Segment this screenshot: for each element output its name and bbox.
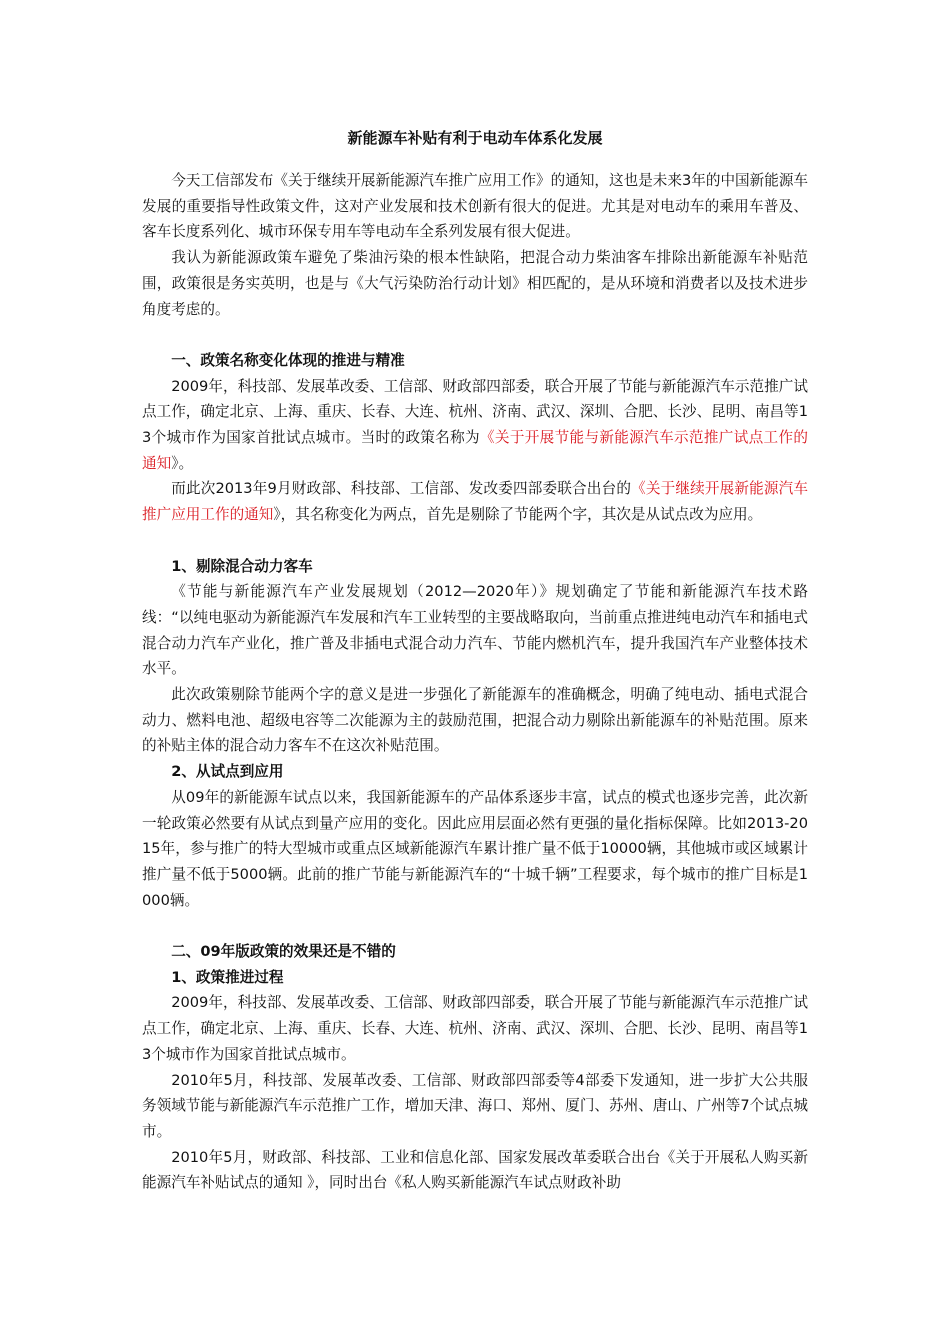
policy-link-2009[interactable]: 《关于开展节能与新能源汽车示范推广试点工作的通知 bbox=[142, 429, 808, 472]
section2-paragraph-1: 2009年，科技部、发展革改委、工信部、财政部四部委，联合开展了节能与新能源汽车示范推广试点工作，确定北京、上海、重庆、长春、大连、杭州、济南、武汉、深圳、合肥、长沙、昆明、南昌等13个城市作为国家首批试点城市。 bbox=[142, 994, 809, 1063]
section2-heading: 二、09年版政策的效果还是不错的 bbox=[171, 943, 396, 961]
blank-line bbox=[142, 913, 808, 939]
subsection2-heading: 2、从试点到应用 bbox=[171, 763, 284, 781]
subsection1-heading: 1、剔除混合动力客车 bbox=[171, 557, 313, 575]
section2-subheading: 1、政策推进过程 bbox=[171, 968, 284, 986]
section1-heading: 一、政策名称变化体现的推进与精准 bbox=[171, 351, 405, 369]
document-title: 新能源车补贴有利于电动车体系化发展 bbox=[347, 129, 603, 147]
section1-p2-tail: 》，其名称变化为两点，首先是剔除了节能两个字，其次是从试点改为应用。 bbox=[273, 506, 763, 524]
intro-paragraph-2: 我认为新能源政策车避免了柴油污染的根本性缺陷，把混合动力柴油客车排除出新能源车补贴范围，政策很是务实英明，也是与《大气污染防治行动计划》相匹配的，是从环境和消费者以及技术进步角度考虑的。 bbox=[142, 249, 808, 318]
blank-line bbox=[142, 322, 808, 348]
section1-p2-text: 而此次2013年9月财政部、科技部、工信部、发改委四部委联合出台的 bbox=[171, 480, 632, 498]
subsection1-paragraph-2: 此次政策剔除节能两个字的意义是进一步强化了新能源车的准确概念，明确了纯电动、插电式混合动力、燃料电池、超级电容等二次能源为主的鼓励范围，把混合动力剔除出新能源车的补贴范围。原来的补贴主体的混合动力客车不在这次补贴范围。 bbox=[142, 686, 808, 755]
intro-paragraph-1: 今天工信部发布《关于继续开展新能源汽车推广应用工作》的通知，这也是未来3年的中国新能源车发展的重要指导性政策文件，这对产业发展和技术创新有很大的促进。尤其是对电动车的乘用车普及、客车长度系列化、城市环保专用车等电动车全系列发展有很大促进。 bbox=[142, 172, 809, 241]
section2-paragraph-3: 2010年5月，财政部、科技部、工业和信息化部、国家发展改革委联合出台《关于开展私人购买新能源汽车补贴试点的通知 》，同时出台《私人购买新能源汽车试点财政补助 bbox=[142, 1148, 808, 1192]
blank-line bbox=[142, 528, 808, 554]
section1-paragraph-1 bbox=[142, 374, 808, 477]
subsection2-paragraph-1: 从09年的新能源车试点以来，我国新能源车的产品体系逐步丰富，试点的模式也逐步完善，此次新一轮政策必然要有从试点到量产应用的变化。因此应用层面必然有更强的量化指标保障。比如2013-2015年，参与推广的特大型城市或重点区域新能源汽车累计推广量不低于10000辆，其他城市或区域累计推广量不低于5000辆。此前的推广节能与新能源汽车的“十城千辆”工程要求，每个城市的推广目标是1000辆。 bbox=[142, 788, 808, 909]
document-page bbox=[142, 120, 808, 1196]
section2-paragraph-2: 2010年5月，科技部、发展革改委、工信部、财政部四部委等4部委下发通知，进一步扩大公共服务领域节能与新能源汽车示范推广工作，增加天津、海口、郑州、厦门、苏州、唐山、广州等7个试点城市。 bbox=[142, 1071, 809, 1140]
section1-p1-text: 2009年，科技部、发展革改委、工信部、财政部四部委，联合开展了节能与新能源汽车示范推广试点工作，确定北京、上海、重庆、长春、大连、杭州、济南、武汉、深圳、合肥、长沙、昆明、南昌等13个城市作为国家首批试点城市。当时的政策名称为 bbox=[142, 377, 809, 447]
subsection1-paragraph-1: 《节能与新能源汽车产业发展规划（2012—2020年）》规划确定了节能和新能源汽车技术路线：“以纯电驱动为新能源汽车发展和汽车工业转型的主要战略取向，当前重点推进纯电动汽车和插电式混合动力汽车产业化，推广普及非插电式混合动力汽车、节能内燃机汽车，提升我国汽车产业整体技术水平。 bbox=[142, 583, 808, 678]
section1-paragraph-2 bbox=[142, 476, 808, 527]
policy-link-2013[interactable]: 《关于继续开展新能源汽车推广应用工作的通知 bbox=[142, 480, 808, 524]
section1-p1-tail: 》。 bbox=[171, 454, 194, 472]
